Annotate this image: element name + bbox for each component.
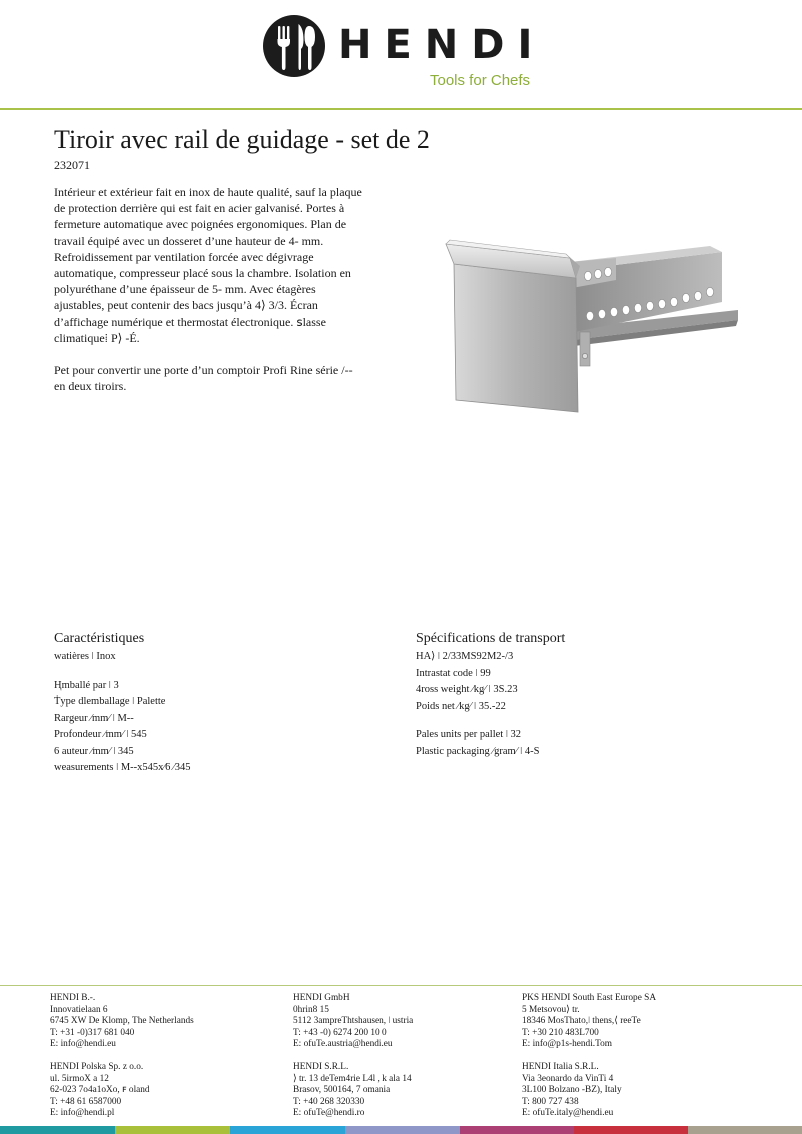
office-street: ul. 5irmoX a 12	[50, 1073, 109, 1084]
description-paragraph: Pet pour convertir une porte d’un comptoir Profi Rine série /-- en deux tiroirs.	[54, 363, 353, 394]
office-street: Via 3eonardo da VinTi 4	[522, 1073, 614, 1084]
office-email: E: info@hendi.eu	[50, 1039, 116, 1050]
color-bar-segment	[574, 1126, 688, 1134]
header-divider	[0, 108, 802, 110]
spec-row: Rargeur ⁄mm⁄ ǀ M--	[54, 712, 134, 724]
office-email: E: ofuTe.italy@hendi.eu	[522, 1108, 614, 1119]
office-city: 3L100 Bolzano -BZ), Italy	[522, 1085, 622, 1096]
footer-address-column	[50, 993, 194, 1131]
header	[0, 0, 802, 110]
spec-row: Pales units per pallet ǀ 32	[416, 729, 522, 740]
color-bar-segment	[115, 1126, 230, 1134]
office-phone: T: +30 210 483L700	[522, 1027, 599, 1038]
spec-row: 6 auteur ⁄mm⁄ ǀ 345	[54, 745, 134, 757]
office-address	[293, 1062, 413, 1120]
office-phone: T: +48 61 6587000	[50, 1096, 122, 1107]
transport-heading: Spécifications de transport	[416, 631, 566, 646]
office-name: HENDI Polska Sp. z o.o.	[50, 1061, 144, 1072]
transport-section	[416, 630, 746, 760]
office-email: E: ofuTe.austria@hendi.eu	[293, 1039, 393, 1050]
spec-row: 4ross weight ⁄kg⁄ ǀ 3S.23	[416, 684, 518, 695]
office-phone: T: +40 268 320330	[293, 1096, 365, 1107]
color-bar-segment	[688, 1126, 802, 1134]
office-email: E: info@hendi.pl	[50, 1108, 115, 1119]
office-phone: T: +43 -0) 6274 200 10 0	[293, 1027, 387, 1038]
spec-row: Poids net ⁄kg⁄ ǀ 35.-22	[416, 700, 506, 712]
color-bar-segment	[460, 1126, 574, 1134]
color-bar-segment	[230, 1126, 345, 1134]
color-bar-segment	[0, 1126, 115, 1134]
office-name: HENDI B.-.	[50, 993, 96, 1003]
office-address	[50, 993, 194, 1051]
office-address	[522, 993, 656, 1051]
description-paragraph: Intérieur et extérieur fait en inox de haute qualité, sauf la plaque de protection derrière qui est fait en acier galvanisé. Portes à fermeture automatique avec poignées ergonomiques. Plan de travail équipé avec un dosseret d’une hauteur de 4- mm. Refroidissement par ventilation forcée avec dégivrage automatique, compresseur placé sous la chambre. Isolation en polyuréthane d’une épaisseur de 5- mm. Avec étagères ajustables, peut contenir des bacs jusqu’à 4⟩ 3/3. Écran d’affichage numérique et thermostat électronique. ꜱlasse climatique⁞ P⟩ -É.	[54, 185, 362, 345]
office-city: 62-023 7o4a1oXo, ꜰ oland	[50, 1085, 150, 1096]
office-street: ⟩ tr. 13 deTem4rie L4l , k ala 14	[293, 1073, 412, 1084]
spec-row: HA⟩ ǀ 2/33MS92M2-/3	[416, 651, 514, 662]
office-city: 6745 XW De Klomp, The Netherlands	[50, 1016, 194, 1027]
footer-divider	[0, 985, 802, 986]
spec-row: watières ǀ Inox	[54, 651, 116, 662]
office-name: PKS HENDI South East Europe SA	[522, 993, 657, 1003]
office-name: HENDI Italia S.R.L.	[522, 1061, 599, 1072]
brand-name: HENDI	[338, 22, 546, 68]
characteristics-section	[54, 630, 384, 777]
characteristics-heading: Caractéristiques	[54, 631, 145, 646]
office-street: 0hrin8 15	[293, 1004, 329, 1015]
fork-knife-logo-icon	[262, 14, 326, 78]
office-address	[522, 1062, 656, 1120]
office-name: HENDI GmbH	[293, 993, 350, 1003]
spec-row: Intrastat code ǀ 99	[416, 667, 491, 679]
office-name: HENDI S.R.L.	[293, 1061, 349, 1072]
spec-row: Ṫype dlemballage ǀ Palette	[54, 696, 166, 707]
office-city: 18346 MosThato,ǀ thens,⟨ reeTe	[522, 1016, 641, 1027]
footer-address-column	[293, 993, 413, 1131]
spec-row: Plastic packaging ⁄gram⁄ ǀ 4-S	[416, 745, 540, 757]
office-city: 5112 3ampreThtshausen, ǀ ustria	[293, 1016, 414, 1027]
office-address	[50, 1062, 194, 1120]
office-street: Innovatielaan 6	[50, 1004, 108, 1015]
office-address	[293, 993, 413, 1051]
spec-row: Profondeur ⁄mm⁄ ǀ 545	[54, 729, 147, 740]
office-street: 5 Metsovou⟩ tr.	[522, 1004, 580, 1015]
brand-tagline: Tools for Chefs	[430, 72, 531, 89]
office-email: E: info@p1s-hendi.Tom	[522, 1039, 613, 1050]
color-bar-segment	[345, 1126, 460, 1134]
office-city: Brasov, 500164, 7 omania	[293, 1085, 391, 1096]
office-phone: T: +31 -0)317 681 040	[50, 1027, 135, 1038]
office-email: E: ofuTe@hendi.ro	[293, 1108, 365, 1119]
drawer-product-image	[440, 232, 740, 414]
footer-address-column	[522, 993, 656, 1131]
footer-color-bar	[0, 1126, 802, 1134]
product-title: Tiroir avec rail de guidage - set de 2	[54, 125, 430, 154]
product-description	[54, 184, 364, 410]
product-code: 232071	[54, 158, 90, 172]
office-phone: T: 800 727 438	[522, 1096, 579, 1107]
spec-row: Ⱨmballé par ǀ 3	[54, 679, 119, 691]
spec-row: weasurements ǀ M--x545x⁄6 ⁄345	[54, 762, 191, 773]
